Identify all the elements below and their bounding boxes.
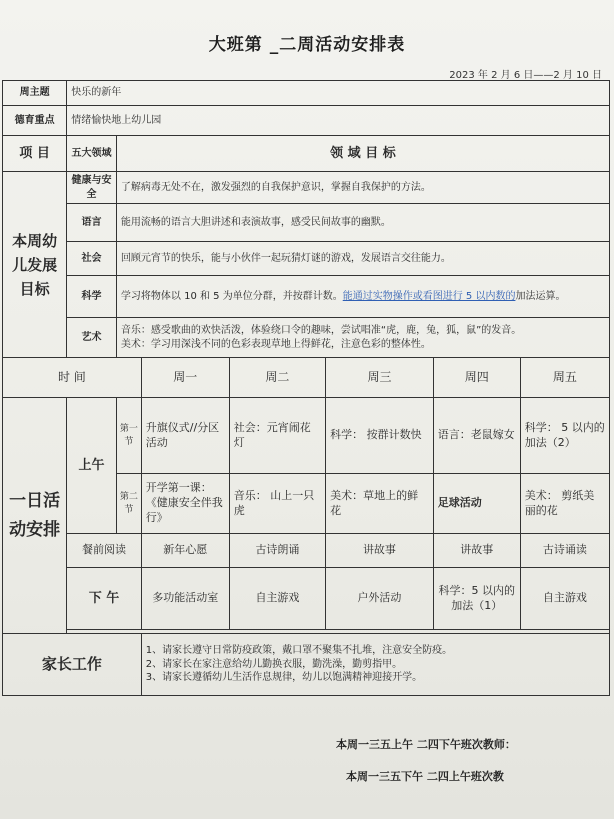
goals-header-row xyxy=(3,136,610,172)
day-mon: 周一 xyxy=(141,358,229,398)
goal-art-music: 音乐：感受歌曲的欢快活泼，体验绕口令的趣味，尝试唱准“虎，鹿，兔，狐，鼠”的发音。 xyxy=(120,325,522,336)
mon-reading: 新年心愿 xyxy=(141,534,229,568)
duty-note-1: 本周一三五上午 二四下午班次教师： xyxy=(336,738,516,751)
fri-reading: 古诗诵读 xyxy=(520,534,609,568)
tue-session-2: 音乐： 山上一只虎 xyxy=(229,474,325,534)
date-range: 2023 年 2 月 6 日——2 月 10 日 xyxy=(449,70,602,81)
wed-session-2: 美术：草地上的鲜花 xyxy=(326,474,434,534)
day-thu: 周四 xyxy=(433,358,520,398)
domain-science: 科学 xyxy=(67,276,117,318)
goal-science-tail: 加法运算。 xyxy=(515,290,566,302)
afternoon-row xyxy=(3,568,610,630)
page-title: 大班第 _二周活动安排表 xyxy=(208,35,406,55)
thu-reading: 讲故事 xyxy=(433,534,520,568)
wed-session-1: 科学： 按群计数快 xyxy=(326,398,434,474)
duty-note-2: 本周一三五下午 二四上午班次教 xyxy=(346,770,504,783)
schedule-table xyxy=(2,80,610,696)
goal-language: 能用流畅的语言大胆讲述和表演故事，感受民间故事的幽默。 xyxy=(116,204,609,242)
morning-label: 上午 xyxy=(67,398,117,534)
goal-science-text: 学习将物体以 10 和 5 为单位分群，并按群计数。 xyxy=(120,290,343,302)
parents-note-3: 3、请家长遵循幼儿生活作息规律，幼儿以饱满精神迎接开学。 xyxy=(145,672,423,684)
morning-1-row xyxy=(3,398,610,474)
daily-activity-label: 一日活动安排 xyxy=(3,398,67,634)
goal-society: 回顾元宵节的快乐，能与小伙伴一起玩猜灯谜的游戏，发展语言交往能力。 xyxy=(116,242,609,276)
day-wed: 周三 xyxy=(326,358,434,398)
goal-row-science xyxy=(3,276,610,318)
fri-session-1: 科学： 5 以内的加法（2） xyxy=(520,398,609,474)
goal-row-health xyxy=(3,172,610,204)
mon-afternoon: 多功能活动室 xyxy=(141,568,229,630)
parents-note-2: 2、请家长在家注意给幼儿勤换衣服，勤洗澡，勤剪指甲。 xyxy=(145,658,403,670)
goal-row-art xyxy=(3,318,610,358)
wed-afternoon: 户外活动 xyxy=(326,568,434,630)
goal-row-language xyxy=(3,204,610,242)
day-fri: 周五 xyxy=(520,358,609,398)
domain-health: 健康与安全 xyxy=(67,172,117,204)
domain-society: 社会 xyxy=(67,242,117,276)
goal-science xyxy=(116,276,609,318)
goal-row-society xyxy=(3,242,610,276)
theme-row xyxy=(3,81,610,106)
day-tue: 周二 xyxy=(229,358,325,398)
parents-note-1: 1、请家长遵守日常防疫政策，戴口罩不聚集不扎堆，注意安全防疫。 xyxy=(145,645,453,657)
parents-row xyxy=(3,634,610,696)
weekly-goals-label: 本周幼儿发展目标 xyxy=(3,172,67,358)
tue-reading: 古诗朗诵 xyxy=(229,534,325,568)
parents-notes xyxy=(141,634,609,696)
item-header: 项 目 xyxy=(3,136,67,172)
domains-header: 五大领域 xyxy=(67,136,117,172)
thu-afternoon: 科学：5 以内的加法（1） xyxy=(433,568,520,630)
mon-session-1: 升旗仪式//分区活动 xyxy=(141,398,229,474)
time-header: 时 间 xyxy=(3,358,142,398)
fri-session-2: 美术： 剪纸美丽的花 xyxy=(520,474,609,534)
goal-health: 了解病毒无处不在，激发强烈的自我保护意识，掌握自我保护的方法。 xyxy=(116,172,609,204)
moral-value: 情绪愉快地上幼儿园 xyxy=(67,106,610,136)
tue-afternoon: 自主游戏 xyxy=(229,568,325,630)
theme-label: 周主题 xyxy=(3,81,67,106)
goal-art xyxy=(116,318,609,358)
days-header-row xyxy=(3,358,610,398)
goals-header: 领 域 目 标 xyxy=(116,136,609,172)
reading-label: 餐前阅读 xyxy=(67,534,142,568)
domain-language: 语言 xyxy=(67,204,117,242)
moral-row xyxy=(3,106,610,136)
wed-reading: 讲故事 xyxy=(326,534,434,568)
mon-session-2: 开学第一课：《健康安全伴我行》 xyxy=(141,474,229,534)
parents-label: 家长工作 xyxy=(3,634,142,696)
session-2-label: 第二节 xyxy=(116,474,141,534)
goal-science-link[interactable]: 能通过实物操作或看图进行 5 以内数的 xyxy=(342,290,516,302)
afternoon-label: 下 午 xyxy=(67,568,142,630)
goal-art-fine: 美术：学习用深浅不同的色彩表现草地上得鲜花，注意色彩的整体性。 xyxy=(120,338,431,350)
reading-row xyxy=(3,534,610,568)
fri-afternoon: 自主游戏 xyxy=(520,568,609,630)
domain-art: 艺术 xyxy=(67,318,117,358)
session-1-label: 第一节 xyxy=(116,398,141,474)
moral-label: 德育重点 xyxy=(3,106,67,136)
thu-session-2: 足球活动 xyxy=(433,474,520,534)
thu-session-1: 语言：老鼠嫁女 xyxy=(433,398,520,474)
tue-session-1: 社会：元宵闹花灯 xyxy=(229,398,325,474)
theme-value: 快乐的新年 xyxy=(67,81,610,106)
